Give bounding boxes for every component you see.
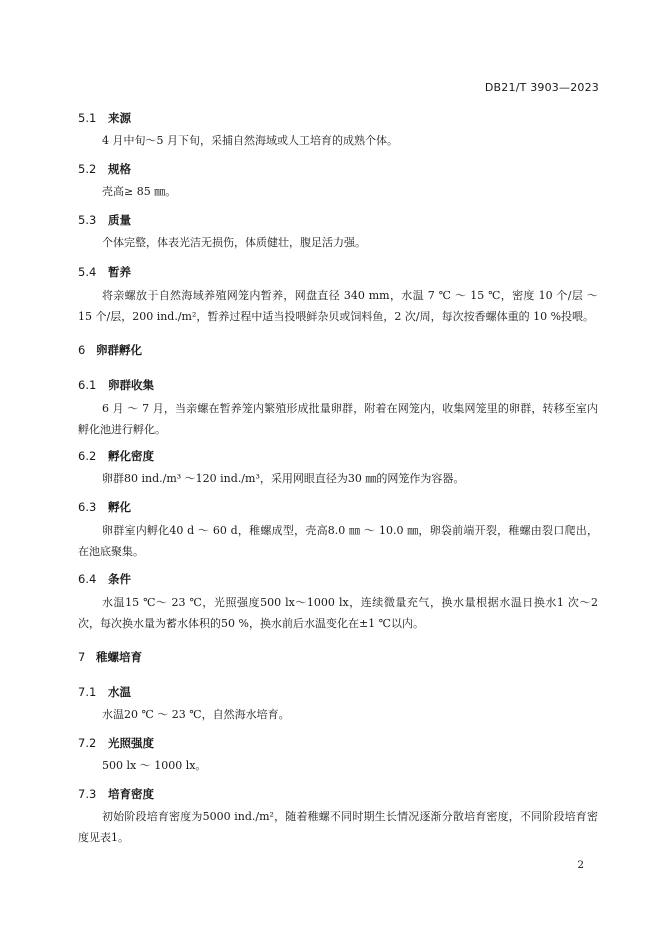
section-title: 质量 <box>108 213 131 227</box>
section-number: 6.2 <box>78 449 97 463</box>
section-number: 6.4 <box>78 572 97 586</box>
section-number: 7.1 <box>78 685 97 699</box>
section-title: 卵群收集 <box>108 378 154 392</box>
section-heading-6-1 <box>78 377 154 393</box>
section-heading-6-2 <box>78 448 154 464</box>
section-heading-6-3 <box>78 499 131 515</box>
paragraph-5-3: 个体完整，体表光洁无损伤，体质健壮，腹足活力强。 <box>102 236 366 249</box>
section-number: 5.2 <box>78 162 97 176</box>
chapter-title: 稚螺培育 <box>96 650 142 664</box>
section-title: 暂养 <box>108 265 131 279</box>
chapter-title: 卵群孵化 <box>96 343 142 357</box>
section-heading-5-4 <box>78 264 131 280</box>
paragraph-5-2: 壳高≥ 85 ㎜。 <box>102 185 177 198</box>
paragraph-6-4: 水温15 ℃～ 23 ℃，光照强度500 lx～1000 lx，连续微量充气，换水量根据水温日换水1 次～2 次，每次换水量为蓄水体积的50 %，换水前后水温变化在±1 ℃以内。 <box>78 596 598 630</box>
section-title: 水温 <box>108 685 131 699</box>
paragraph-6-1: 6 月 ～ 7 月，当亲螺在暂养笼内繁殖形成批量卵群，附着在网笼内，收集网笼里的卵群，转移至室内孵化池进行孵化。 <box>78 402 598 436</box>
section-number: 5.1 <box>78 111 97 125</box>
section-heading-5-1 <box>78 110 131 126</box>
section-heading-6-4 <box>78 571 131 587</box>
section-heading-7-1 <box>78 684 131 700</box>
section-heading-5-3 <box>78 212 131 228</box>
chapter-number: 6 <box>78 343 86 357</box>
section-number: 5.3 <box>78 213 97 227</box>
section-title: 孵化 <box>108 500 131 514</box>
document-code: DB21/T 3903—2023 <box>484 81 599 94</box>
section-heading-7-3 <box>78 786 154 802</box>
section-title: 培育密度 <box>108 787 154 801</box>
section-title: 光照强度 <box>108 736 154 750</box>
section-number: 5.4 <box>78 265 97 279</box>
section-number: 7.3 <box>78 787 97 801</box>
section-title: 条件 <box>108 572 131 586</box>
section-title: 规格 <box>108 162 131 176</box>
section-number: 6.3 <box>78 500 97 514</box>
section-title: 孵化密度 <box>108 449 154 463</box>
paragraph-7-1: 水温20 ℃ ～ 23 ℃，自然海水培育。 <box>102 708 290 721</box>
section-heading-5-2 <box>78 161 131 177</box>
page-number: 2 <box>577 859 584 871</box>
paragraph-7-2: 500 lx ～ 1000 lx。 <box>102 759 207 772</box>
paragraph-5-4: 将亲螺放于自然海域养殖网笼内暂养，网盘直径 340 mm，水温 7 ℃ ～ 15 ℃，密度 10 个/层 ～ 15 个/层，200 ind./m²，暂养过程中适当投喂鲜杂贝或饲料鱼，2 次/周，每次按香螺体重的 10 %投喂。 <box>78 289 598 323</box>
section-heading-7-2 <box>78 735 154 751</box>
chapter-heading-6 <box>78 342 142 358</box>
section-number: 7.2 <box>78 736 97 750</box>
section-number: 6.1 <box>78 378 97 392</box>
chapter-number: 7 <box>78 650 86 664</box>
paragraph-7-3: 初始阶段培育密度为5000 ind./m²，随着稚螺不同时期生长情况逐渐分散培育密度，不同阶段培育密度见表1。 <box>78 810 598 844</box>
paragraph-5-1: 4 月中旬～5 月下旬，采捕自然海域或人工培育的成熟个体。 <box>102 134 398 147</box>
paragraph-6-2: 卵群80 ind./m³ ～120 ind./m³，采用网眼直径为30 ㎜的网笼作为容器。 <box>102 472 465 485</box>
chapter-heading-7 <box>78 649 142 665</box>
section-title: 来源 <box>108 111 131 125</box>
paragraph-6-3: 卵群室内孵化40 d ～ 60 d，稚螺成型，壳高8.0 ㎜ ～ 10.0 ㎜，卵袋前端开裂，稚螺由裂口爬出，在池底聚集。 <box>78 524 598 558</box>
